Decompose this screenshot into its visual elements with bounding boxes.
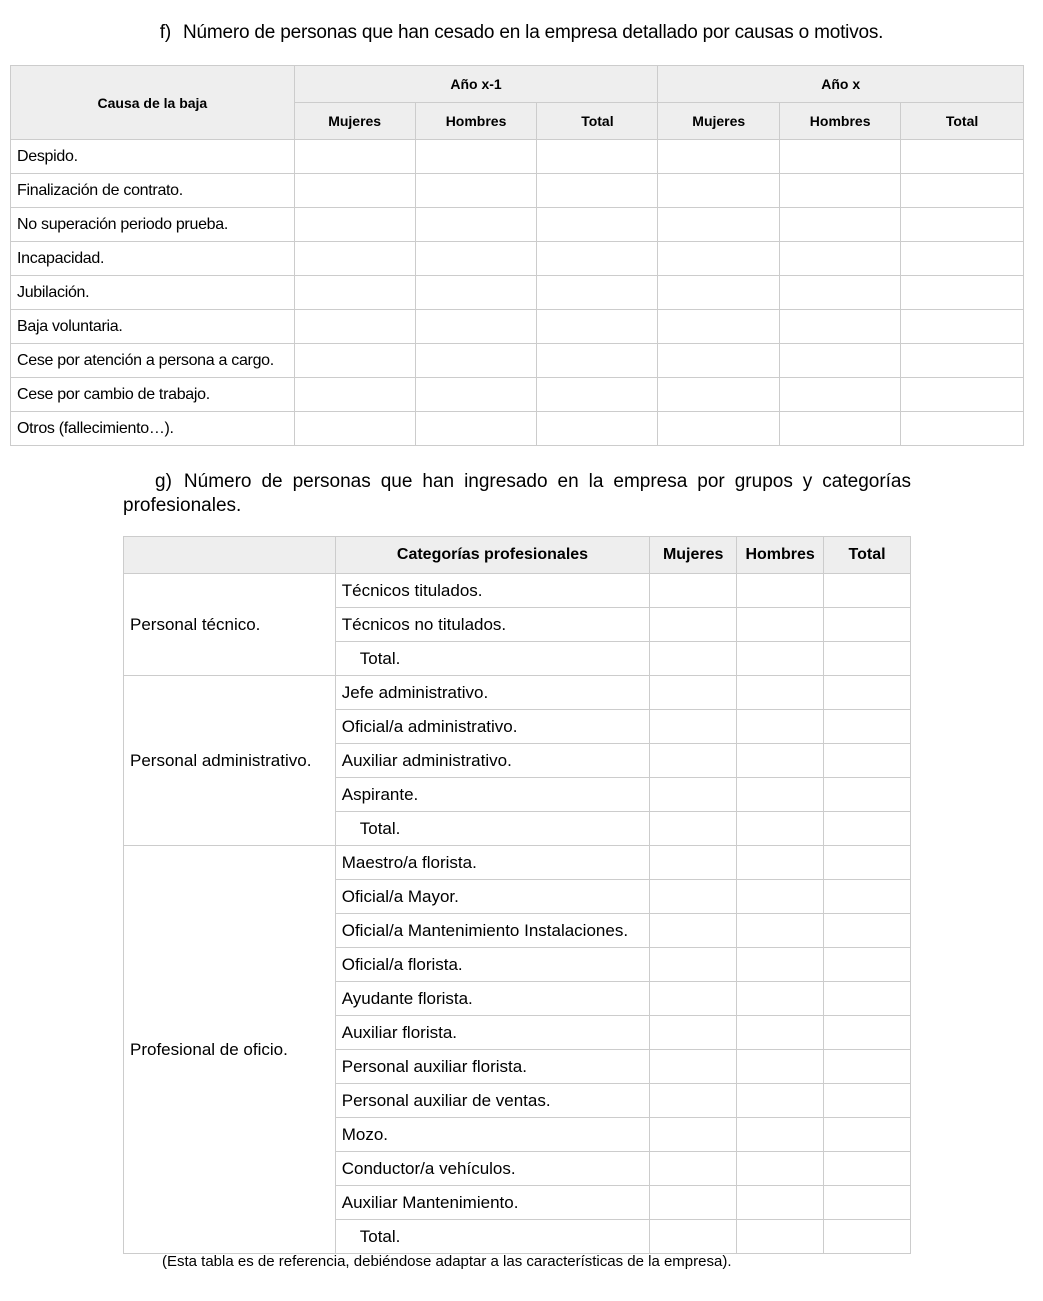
value-cell[interactable] — [294, 344, 415, 378]
value-cell[interactable] — [824, 1016, 911, 1050]
cause-label: Incapacidad. — [11, 242, 295, 276]
ingresos-table — [123, 536, 911, 1254]
category-label: Total. — [335, 1220, 649, 1254]
value-cell[interactable] — [780, 310, 901, 344]
header-hombres-curr: Hombres — [780, 103, 901, 140]
value-cell[interactable] — [737, 642, 824, 676]
value-cell[interactable] — [737, 880, 824, 914]
value-cell[interactable] — [824, 846, 911, 880]
value-cell[interactable] — [650, 1118, 737, 1152]
category-label: Técnicos no titulados. — [335, 608, 649, 642]
value-cell[interactable] — [294, 276, 415, 310]
value-cell[interactable] — [415, 276, 537, 310]
table-row — [11, 378, 1024, 412]
value-cell[interactable] — [658, 276, 780, 310]
value-cell[interactable] — [650, 1016, 737, 1050]
table-row — [11, 174, 1024, 208]
value-cell[interactable] — [901, 242, 1024, 276]
value-cell[interactable] — [650, 778, 737, 812]
value-cell[interactable] — [824, 1084, 911, 1118]
value-cell[interactable] — [294, 174, 415, 208]
value-cell[interactable] — [650, 1084, 737, 1118]
value-cell[interactable] — [658, 310, 780, 344]
value-cell[interactable] — [415, 242, 537, 276]
value-cell[interactable] — [737, 574, 824, 608]
value-cell[interactable] — [650, 846, 737, 880]
value-cell[interactable] — [737, 914, 824, 948]
table-row — [124, 846, 911, 880]
cause-label: No superación periodo prueba. — [11, 208, 295, 242]
table-row — [11, 208, 1024, 242]
value-cell[interactable] — [537, 310, 658, 344]
value-cell[interactable] — [415, 174, 537, 208]
value-cell[interactable] — [650, 948, 737, 982]
value-cell[interactable] — [824, 914, 911, 948]
value-cell[interactable] — [650, 744, 737, 778]
category-label: Aspirante. — [335, 778, 649, 812]
header-mujeres-curr: Mujeres — [658, 103, 780, 140]
value-cell[interactable] — [537, 276, 658, 310]
value-cell[interactable] — [294, 242, 415, 276]
section-g-title: Número de personas que han ingresado en la empresa por grupos y categorías profesionales. — [123, 471, 911, 516]
value-cell[interactable] — [737, 608, 824, 642]
group-label: Profesional de oficio. — [124, 846, 336, 1254]
header-total: Total — [824, 537, 911, 574]
value-cell[interactable] — [824, 1220, 911, 1254]
value-cell[interactable] — [901, 174, 1024, 208]
value-cell[interactable] — [780, 378, 901, 412]
value-cell[interactable] — [824, 880, 911, 914]
category-label: Mozo. — [335, 1118, 649, 1152]
category-label: Técnicos titulados. — [335, 574, 649, 608]
header-mujeres-prev: Mujeres — [294, 103, 415, 140]
footnote: (Esta tabla es de referencia, debiéndose adaptar a las características de la empresa). — [162, 1253, 732, 1270]
category-label: Personal auxiliar de ventas. — [335, 1084, 649, 1118]
value-cell[interactable] — [650, 1186, 737, 1220]
value-cell[interactable] — [650, 914, 737, 948]
value-cell[interactable] — [780, 174, 901, 208]
value-cell[interactable] — [737, 1118, 824, 1152]
value-cell[interactable] — [650, 1050, 737, 1084]
value-cell[interactable] — [658, 208, 780, 242]
table-row — [124, 676, 911, 710]
category-label: Total. — [335, 812, 649, 846]
category-label: Jefe administrativo. — [335, 676, 649, 710]
category-label: Maestro/a florista. — [335, 846, 649, 880]
header-hombres-prev: Hombres — [415, 103, 537, 140]
value-cell[interactable] — [824, 676, 911, 710]
value-cell[interactable] — [415, 412, 537, 446]
category-label: Auxiliar administrativo. — [335, 744, 649, 778]
value-cell[interactable] — [650, 574, 737, 608]
value-cell[interactable] — [537, 412, 658, 446]
value-cell[interactable] — [658, 174, 780, 208]
value-cell[interactable] — [824, 710, 911, 744]
table-row — [124, 574, 911, 608]
value-cell[interactable] — [294, 378, 415, 412]
value-cell[interactable] — [650, 880, 737, 914]
value-cell[interactable] — [415, 140, 537, 174]
section-f-title: Número de personas que han cesado en la empresa detallado por causas o motivos. — [182, 22, 884, 43]
value-cell[interactable] — [824, 642, 911, 676]
cause-label: Otros (fallecimiento…). — [11, 412, 295, 446]
value-cell[interactable] — [537, 378, 658, 412]
category-label: Oficial/a Mayor. — [335, 880, 649, 914]
header-mujeres: Mujeres — [650, 537, 737, 574]
table-row — [11, 276, 1024, 310]
value-cell[interactable] — [780, 208, 901, 242]
value-cell[interactable] — [650, 982, 737, 1016]
value-cell[interactable] — [824, 778, 911, 812]
value-cell[interactable] — [537, 344, 658, 378]
value-cell[interactable] — [780, 412, 901, 446]
category-label: Conductor/a vehículos. — [335, 1152, 649, 1186]
value-cell[interactable] — [650, 1220, 737, 1254]
table-row — [11, 140, 1024, 174]
value-cell[interactable] — [650, 642, 737, 676]
header-total-prev: Total — [537, 103, 658, 140]
value-cell[interactable] — [824, 574, 911, 608]
value-cell[interactable] — [780, 242, 901, 276]
value-cell[interactable] — [650, 608, 737, 642]
value-cell[interactable] — [824, 982, 911, 1016]
value-cell[interactable] — [737, 846, 824, 880]
table-row — [11, 242, 1024, 276]
value-cell[interactable] — [901, 344, 1024, 378]
section-g-label: g) — [155, 471, 172, 492]
value-cell[interactable] — [658, 378, 780, 412]
value-cell[interactable] — [537, 242, 658, 276]
value-cell[interactable] — [824, 1186, 911, 1220]
value-cell[interactable] — [901, 310, 1024, 344]
value-cell[interactable] — [824, 1118, 911, 1152]
value-cell[interactable] — [824, 744, 911, 778]
category-label: Auxiliar florista. — [335, 1016, 649, 1050]
ceses-table — [10, 65, 1024, 446]
header-hombres: Hombres — [737, 537, 824, 574]
cause-label: Baja voluntaria. — [11, 310, 295, 344]
group-label: Personal administrativo. — [124, 676, 336, 846]
value-cell[interactable] — [737, 1016, 824, 1050]
value-cell[interactable] — [737, 982, 824, 1016]
value-cell[interactable] — [737, 1084, 824, 1118]
section-g-heading — [123, 470, 911, 518]
table-row — [11, 344, 1024, 378]
value-cell[interactable] — [780, 276, 901, 310]
section-f-heading — [0, 22, 1043, 44]
value-cell[interactable] — [294, 310, 415, 344]
cause-label: Jubilación. — [11, 276, 295, 310]
value-cell[interactable] — [901, 140, 1024, 174]
value-cell[interactable] — [737, 1186, 824, 1220]
value-cell[interactable] — [294, 208, 415, 242]
value-cell[interactable] — [415, 344, 537, 378]
value-cell[interactable] — [824, 1050, 911, 1084]
header-total-curr: Total — [901, 103, 1024, 140]
value-cell[interactable] — [650, 676, 737, 710]
section-f-label: f) — [159, 22, 171, 43]
value-cell[interactable] — [658, 242, 780, 276]
cause-label: Cese por cambio de trabajo. — [11, 378, 295, 412]
value-cell[interactable] — [737, 1050, 824, 1084]
value-cell[interactable] — [901, 378, 1024, 412]
value-cell[interactable] — [780, 140, 901, 174]
cause-label: Cese por atención a persona a cargo. — [11, 344, 295, 378]
value-cell[interactable] — [658, 140, 780, 174]
value-cell[interactable] — [824, 812, 911, 846]
value-cell[interactable] — [650, 1152, 737, 1186]
value-cell[interactable] — [737, 744, 824, 778]
header-categorias: Categorías profesionales — [335, 537, 649, 574]
value-cell[interactable] — [658, 412, 780, 446]
value-cell[interactable] — [537, 208, 658, 242]
value-cell[interactable] — [824, 948, 911, 982]
table-row — [11, 310, 1024, 344]
value-cell[interactable] — [901, 208, 1024, 242]
category-label: Total. — [335, 642, 649, 676]
category-label: Ayudante florista. — [335, 982, 649, 1016]
value-cell[interactable] — [415, 208, 537, 242]
category-label: Oficial/a Mantenimiento Instalaciones. — [335, 914, 649, 948]
value-cell[interactable] — [650, 710, 737, 744]
value-cell[interactable] — [537, 174, 658, 208]
value-cell[interactable] — [737, 778, 824, 812]
cause-label: Despido. — [11, 140, 295, 174]
header-group — [124, 537, 336, 574]
value-cell[interactable] — [737, 710, 824, 744]
value-cell[interactable] — [737, 676, 824, 710]
category-label: Oficial/a administrativo. — [335, 710, 649, 744]
header-year-prev: Año x-1 — [294, 66, 658, 103]
table-row — [11, 412, 1024, 446]
value-cell[interactable] — [901, 412, 1024, 446]
value-cell[interactable] — [537, 140, 658, 174]
category-label: Oficial/a florista. — [335, 948, 649, 982]
value-cell[interactable] — [650, 812, 737, 846]
value-cell[interactable] — [415, 310, 537, 344]
category-label: Personal auxiliar florista. — [335, 1050, 649, 1084]
value-cell[interactable] — [415, 378, 537, 412]
value-cell[interactable] — [780, 344, 901, 378]
value-cell[interactable] — [824, 1152, 911, 1186]
value-cell[interactable] — [294, 140, 415, 174]
value-cell[interactable] — [737, 1220, 824, 1254]
header-causa: Causa de la baja — [11, 66, 295, 140]
value-cell[interactable] — [824, 608, 911, 642]
value-cell[interactable] — [901, 276, 1024, 310]
header-year-curr: Año x — [658, 66, 1024, 103]
value-cell[interactable] — [658, 344, 780, 378]
value-cell[interactable] — [737, 948, 824, 982]
value-cell[interactable] — [737, 1152, 824, 1186]
value-cell[interactable] — [294, 412, 415, 446]
cause-label: Finalización de contrato. — [11, 174, 295, 208]
category-label: Auxiliar Mantenimiento. — [335, 1186, 649, 1220]
group-label: Personal técnico. — [124, 574, 336, 676]
value-cell[interactable] — [737, 812, 824, 846]
